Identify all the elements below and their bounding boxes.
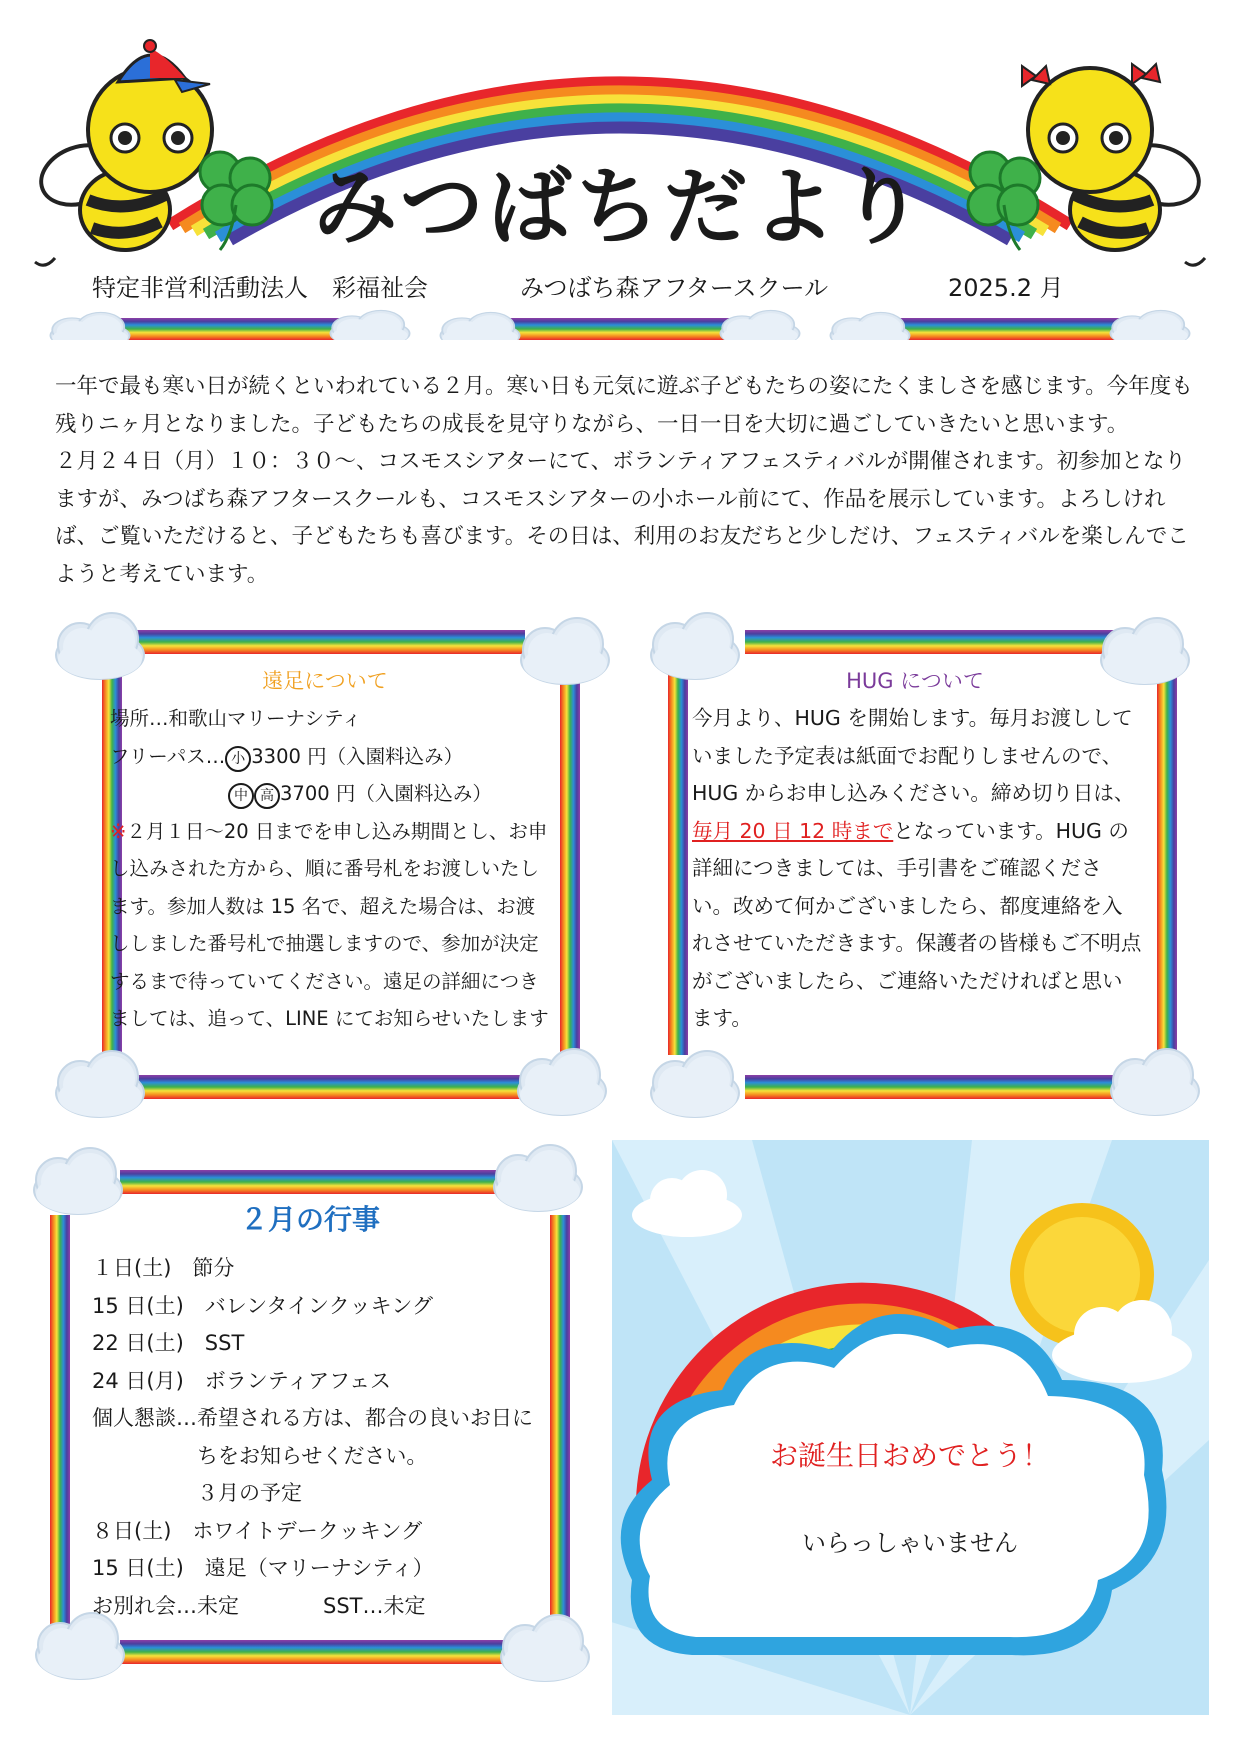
hug-title: HUG について [846, 669, 984, 693]
event-line: お別れ会…未定 SST…未定 [92, 1593, 426, 1618]
intro-text [55, 368, 1205, 593]
newsletter-title: みつばちだより [313, 158, 928, 256]
birthday-message: いらっしゃいません [802, 1529, 1018, 1557]
event-line: 22 日(土) SST [92, 1331, 245, 1355]
excursion-body [110, 700, 550, 1038]
event-line: 15 日(土) 遠足（マリーナシティ） [92, 1556, 434, 1580]
intro-paragraph-2: ２月２４日（月）１０：３０～、コスモスシアターにて、ボランティアフェスティバルが開催されます。初参加となりますが、みつばち森アフタースクールも、コスモスシアターの小ホール前にて、作品を展示しています。よろしければ、ご覧いただけると、子どもたちも喜びます。その日は、利用のお友だちと少しだけ、フェスティバルを楽しんでこようと考えています。 [55, 449, 1189, 587]
event-line: ３月の予定 [92, 1481, 302, 1505]
middle-mark-icon: 中 [228, 783, 254, 809]
organization-name: 特定非営利活動法人 彩福祉会 [92, 274, 428, 302]
header-divider [50, 310, 1189, 340]
school-name: みつばち森アフタースクール [520, 274, 829, 302]
hug-deadline: 毎月 20 日 12 時まで [692, 818, 894, 843]
birthday-illustration [612, 1140, 1209, 1715]
high-mark-icon: 高 [254, 783, 280, 809]
event-line: １日(土) 節分 [92, 1256, 235, 1280]
event-line: ちをお知らせください。 [92, 1443, 428, 1468]
excursion-pass-secondary: 中 高 3700 円（入園料込み） [110, 775, 550, 813]
elementary-mark-icon: 小 [225, 746, 251, 772]
event-line: 個人懇談…希望される方は、都合の良いお日に [92, 1406, 533, 1430]
issue-date: 2025.2 月 [948, 274, 1064, 302]
events-title: ２月の行事 [239, 1203, 380, 1236]
excursion-pass-elementary: フリーパス… 小 3300 円（入園料込み） [110, 738, 550, 776]
event-line: 15 日(土) バレンタインクッキング [92, 1293, 433, 1318]
excursion-title: 遠足について [262, 669, 388, 693]
event-line: 24 日(月) ボランティアフェス [92, 1368, 392, 1393]
excursion-note: ※２月１日～20 日までを申し込み期間とし、お申し込みされた方から、順に番号札をお渡しいたします。参加人数は 15 名で、超えた場合は、お渡ししました番号札で抽選しますので、参加が決定するまで待っていてください。遠足の詳細につきましては、追って、LINE にてお知らせいたします [110, 819, 549, 1030]
excursion-place: 場所…和歌山マリーナシティ [110, 707, 362, 730]
intro-paragraph-1: 一年で最も寒い日が続くといわれている２月。寒い日も元気に遊ぶ子どもたちの姿にたくましさを感じます。今年度も残りニヶ月となりました。子どもたちの成長を見守りながら、一日一日を大切に過ごしていきたいと思います。 [55, 374, 1193, 437]
birthday-title: お誕生日おめでとう！ [769, 1439, 1050, 1472]
event-line: ８日(土) ホワイトデークッキング [92, 1518, 423, 1543]
hug-body: 今月より、HUG を開始します。毎月お渡ししていました予定表は紙面でお配りしませんので、HUG からお申し込みください。締め切り日は、毎月 20 日 12 時までとなっています。HUG の詳細につきましては、手引書をご確認ください。改めて何かございましたら、都度連絡を入れさせていただきます。保護者の皆様もご不明点がございましたら、ご連絡いただければと思います。 [692, 706, 1142, 1030]
events-list [92, 1250, 562, 1625]
